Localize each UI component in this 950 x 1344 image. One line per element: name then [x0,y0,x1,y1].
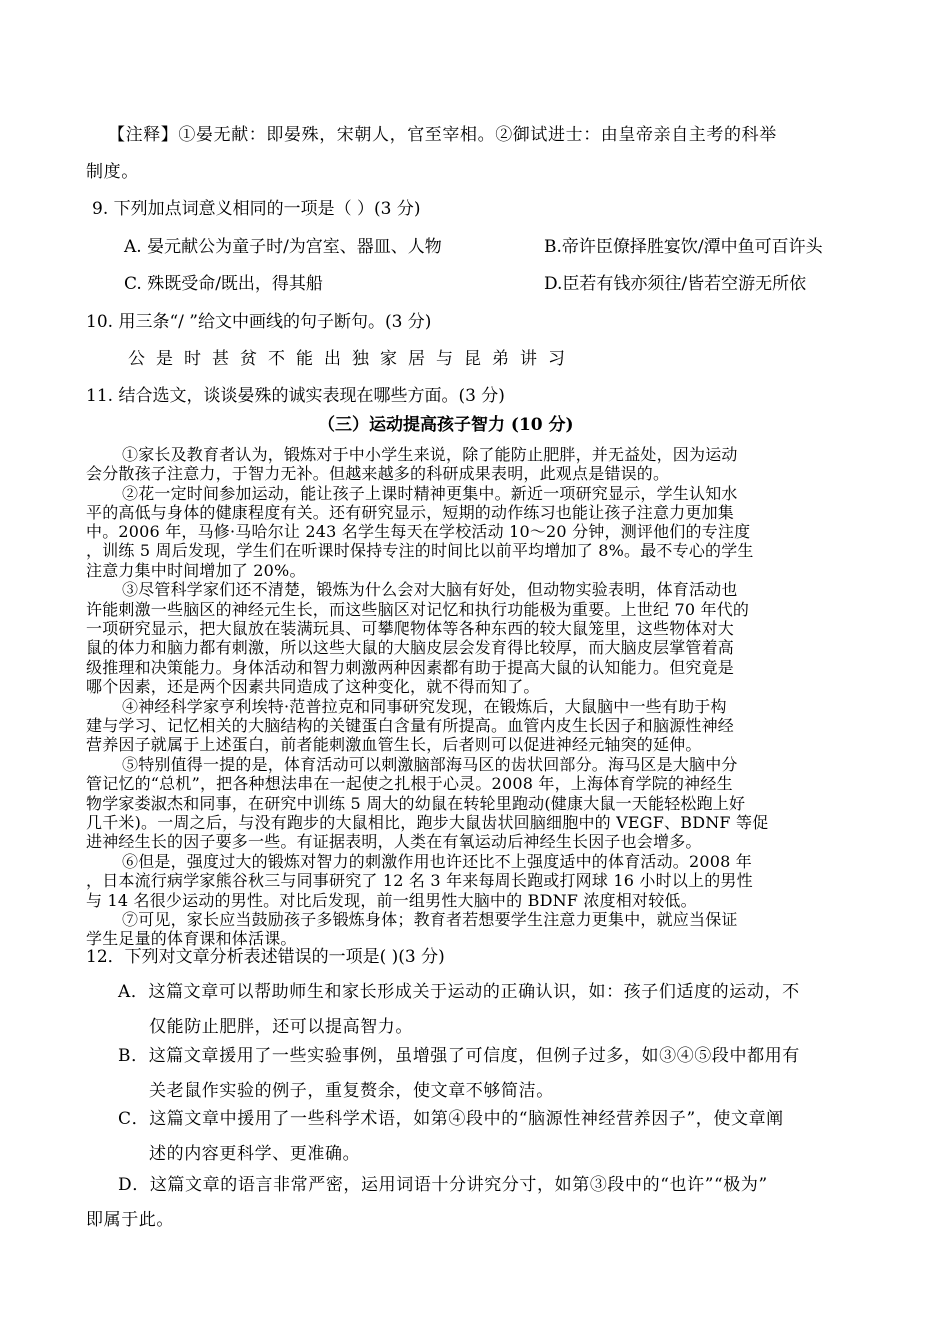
article-title: （三）运动提高孩子智力 (10 分) [318,415,574,435]
annotation-line-1: 【注释】①晏无献：即晏殊，宋朝人，官至宰相。②御试进士：由皇帝亲自主考的科举 [108,125,777,145]
article-line: 营养因子就属于上述蛋白，前者能刺激血管生长，后者则可以促进神经元轴突的延伸。 [86,735,702,754]
question-12-option-c-cont: 述的内容更科学、更准确。 [149,1144,361,1164]
question-12-option-d: D．这篇文章的语言非常严密，运用词语十分讲究分寸，如第③段中的“也许”“极为” [118,1175,768,1195]
article-line: ⑦可见，家长应当鼓励孩子多锻炼身体；教育者若想要学生注意力更集中，就应当保证 [122,910,738,929]
question-10-stem: 10. 用三条“/ ”给文中画线的句子断句。(3 分) [86,312,432,332]
question-10-sentence: 公是时甚贫不能出独家居与昆弟讲习 [128,349,576,369]
article-line: 管记忆的“总机”，把各种想法串在一起使之扎根于心灵。2008 年，上海体育学院的神经生 [86,774,733,793]
question-11-stem: 11. 结合选文，谈谈晏殊的诚实表现在哪些方面。(3 分) [86,386,505,406]
article-line: 注意力集中时间增加了 20%。 [86,561,306,580]
article-line: 建与学习、记忆相关的大脑结构的关键蛋白含量有所提高。血管内皮生长因子和脑源性神经 [86,716,735,735]
question-9-option-a: A. 晏元献公为童子时/为宫室、器皿、人物 [124,237,442,257]
article-line: 中。2006 年，马修·马哈尔让 243 名学生每天在学校活动 10～20 分钟，测评他们的专注度 [86,522,751,541]
article-line: ，日本流行病学家熊谷秋三与同事研究了 12 名 3 年来每周长跑或打网球 16 小时以上的男性 [86,871,753,890]
article-line: 学生足量的体育课和体活课。 [86,929,297,948]
article-line: ，训练 5 周后发现，学生们在听课时保持专注的时间比以前平均增加了 8%。最不专心的学生 [86,541,754,560]
article-line: 级推理和决策能力。身体活动和智力刺激两种因素都有助于提高大鼠的认知能力。但究竟是 [86,658,735,677]
question-12-option-d-cont: 即属于此。 [86,1210,174,1230]
article-line: ③尽管科学家们还不清楚，锻炼为什么会对大脑有好处，但动物实验表明，体育活动也 [122,580,738,599]
article-line: ④神经科学家亨利埃特·范普拉克和同事研究发现，在锻炼后，大鼠脑中一些有助于构 [122,697,727,716]
article-line: ⑤特别值得一提的是，体育活动可以刺激脑部海马区的齿状回部分。海马区是大脑中分 [122,755,738,774]
annotation-line-2: 制度。 [86,162,139,182]
question-12-stem: 12．下列对文章分析表述错误的一项是( )(3 分) [86,947,445,967]
question-9-stem: 9. 下列加点词意义相同的一项是（ ）(3 分) [92,199,421,219]
question-12-option-a-cont: 仅能防止肥胖，还可以提高智力。 [149,1017,413,1037]
article-line: 哪个因素，还是两个因素共同造成了这种变化，就不得而知了。 [86,677,540,696]
article-line: 几千米)。一周之后，与没有跑步的大鼠相比，跑步大鼠齿状回脑细胞中的 VEGF、BDNF 等促 [86,813,769,832]
article-line: 进神经生长的因子要多一些。有证据表明，人类在有氧运动后神经生长因子也会增多。 [86,832,702,851]
question-9-option-d: D.臣若有钱亦须往/皆若空游无所依 [544,274,807,294]
question-12-option-c: C．这篇文章中援用了一些科学术语，如第④段中的“脑源性神经营养因子”，使文章阐 [118,1109,784,1129]
question-12-option-a: A．这篇文章可以帮助师生和家长形成关于运动的正确认识，如：孩子们适度的运动，不 [118,982,800,1002]
question-9-option-c: C. 殊既受命/既出，得其船 [124,274,323,294]
question-12-option-b: B．这篇文章援用了一些实验事例，虽增强了可信度，但例子过多，如③④⑤段中都用有 [118,1046,800,1066]
article-line: 物学家娄淑杰和同事，在研究中训练 5 周大的幼鼠在转轮里跑动(健康大鼠一天能轻松跑上好 [86,794,746,813]
article-line: 许能刺激一些脑区的神经元生长，而这些脑区对记忆和执行功能极为重要。上世纪 70 年代的 [86,600,750,619]
article-line: ②花一定时间参加运动，能让孩子上课时精神更集中。新近一项研究显示，学生认知水 [122,484,738,503]
article-line: ⑥但是，强度过大的锻炼对智力的刺激作用也许还比不上强度适中的体育活动。2008 年 [122,852,753,871]
article-line: 一项研究显示，把大鼠放在装满玩具、可攀爬物体等各种东西的较大鼠笼里，这些物体对大 [86,619,735,638]
article-line: 鼠的体力和脑力都有刺激，所以这些大鼠的大脑皮层会发育得比较厚，而大脑皮层掌管着高 [86,638,735,657]
article-line: 平的高低与身体的健康程度有关。还有研究显示，短期的动作练习也能让孩子注意力更加集 [86,503,735,522]
article-line: ①家长及教育者认为，锻炼对于中小学生来说，除了能防止肥胖，并无益处，因为运动 [122,445,738,464]
article-line: 会分散孩子注意力，于智力无补。但越来越多的科研成果表明，此观点是错误的。 [86,464,670,483]
question-12-option-b-cont: 关老鼠作实验的例子，重复赘余，使文章不够简洁。 [149,1081,554,1101]
question-9-option-b: B.帝许臣僚择胜宴饮/潭中鱼可百许头 [544,237,823,257]
article-line: 与 14 名很少运动的男性。对比后发现，前一组男性大脑中的 BDNF 浓度相对较低。 [86,891,697,910]
